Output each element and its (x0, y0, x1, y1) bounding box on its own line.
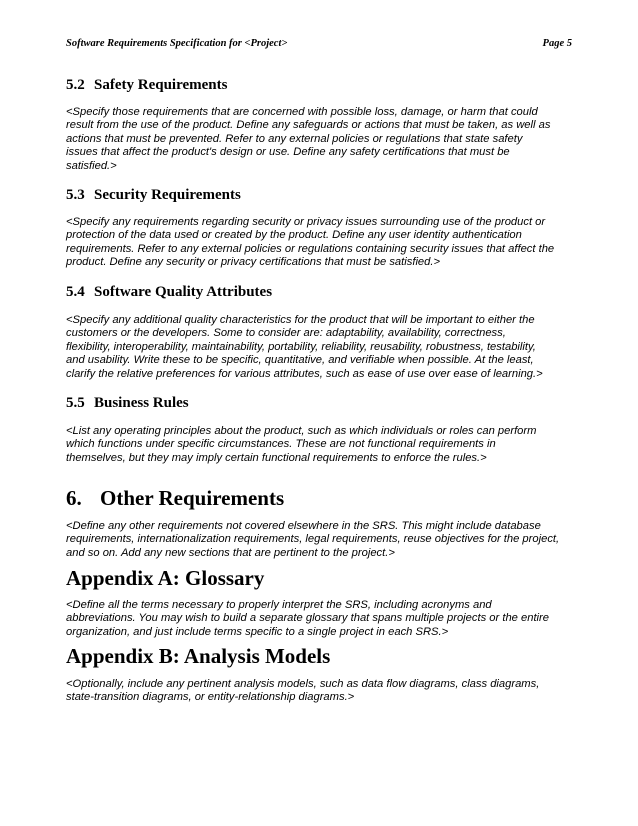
section-title: Software Quality Attributes (94, 284, 273, 300)
chapter-title: Appendix A: Glossary (66, 566, 265, 590)
paragraph-line: <Specify any additional quality characteristics for the product that will be important to either the (66, 314, 535, 326)
section-paragraph-security-requirements (66, 216, 576, 270)
section-heading-business-rules (66, 394, 189, 412)
paragraph-line: requirements. Refer to any external policies or regulations containing security issues that affect the (66, 242, 555, 255)
paragraph-line: state-transition diagrams, or entity-relationship diagrams.> (66, 691, 355, 704)
section-number: 5.2 (66, 77, 85, 93)
paragraph-line: satisfied.> (66, 159, 117, 172)
paragraph-line: which functions under specific circumstances. These are not functional requirements in (66, 438, 496, 451)
paragraph-line: and so on. Add any new sections that are pertinent to the project.> (66, 546, 395, 559)
paragraph-line: <Specify those requirements that are concerned with possible loss, damage, or harm that could (66, 106, 538, 118)
section-number: 5.3 (66, 187, 85, 203)
paragraph-line: abbreviations. You may wish to build a separate glossary that spans multiple projects or the entire (66, 612, 549, 625)
chapter-number: 6. (66, 486, 82, 510)
chapter-paragraph-appendix-b-analysis-models (66, 678, 576, 705)
paragraph-line: issues that affect the product's design or use. Define any safety certifications that must be (66, 146, 510, 159)
paragraph-line: themselves, but they may imply certain functional requirements to enforce the rules.> (66, 451, 487, 464)
chapter-paragraph-appendix-a-glossary (66, 599, 576, 639)
chapter-title: Appendix B: Analysis Models (66, 644, 331, 668)
header-page-number: Page 5 (542, 38, 572, 49)
chapter-heading-appendix-a-glossary (66, 566, 264, 590)
chapter-title: Other Requirements (100, 486, 285, 510)
section-heading-software-quality-attributes (66, 283, 272, 301)
section-number: 5.5 (66, 395, 85, 411)
paragraph-line: <Define all the terms necessary to properly interpret the SRS, including acronyms and (66, 599, 492, 611)
paragraph-line: <Specify any requirements regarding security or privacy issues surrounding use of the product or (66, 216, 546, 228)
paragraph-line: actions that must be prevented. Refer to any external policies or regulations that state safety (66, 132, 523, 145)
section-title: Business Rules (94, 395, 189, 411)
chapter-heading-other-requirements (66, 486, 284, 510)
paragraph-line: flexibility, interoperability, maintainability, portability, reliability, reusability, robustness, testability, (66, 340, 536, 353)
section-number: 5.4 (66, 284, 85, 300)
section-title: Safety Requirements (94, 77, 228, 93)
section-heading-safety-requirements (66, 76, 227, 94)
paragraph-line: protection of the data used or created by the product. Define any user identity authentication (66, 229, 522, 242)
section-heading-security-requirements (66, 186, 241, 204)
paragraph-line: <List any operating principles about the product, such as which individuals or roles can perform (66, 425, 537, 437)
paragraph-line: result from the use of the product. Define any safeguards or actions that must be taken, as well as (66, 119, 551, 132)
paragraph-line: customers or the developers. Some to consider are: adaptability, availability, correctness, (66, 327, 506, 340)
section-paragraph-safety-requirements (66, 106, 576, 173)
paragraph-line: requirements, internationalization requirements, legal requirements, reuse objectives for the project, (66, 533, 560, 546)
chapter-heading-appendix-b-analysis-models (66, 644, 330, 668)
paragraph-line: <Define any other requirements not covered elsewhere in the SRS. This might include database (66, 520, 541, 532)
section-title: Security Requirements (94, 187, 241, 203)
section-paragraph-business-rules (66, 425, 576, 465)
chapter-paragraph-other-requirements (66, 520, 576, 560)
header-document-title: Software Requirements Specification for <Project> (66, 38, 288, 49)
paragraph-line: clarify the relative preferences for various attributes, such as ease of use over ease of learning.> (66, 367, 543, 380)
section-paragraph-software-quality-attributes (66, 314, 576, 381)
paragraph-line: <Optionally, include any pertinent analysis models, such as data flow diagrams, class diagrams, (66, 678, 540, 690)
paragraph-line: product. Define any security or privacy certifications that must be satisfied.> (66, 256, 441, 269)
paragraph-line: organization, and just include terms specific to a single project in each SRS.> (66, 625, 449, 638)
paragraph-line: and usability. Write these to be specific, quantitative, and verifiable when possible. At the least, (66, 354, 534, 367)
